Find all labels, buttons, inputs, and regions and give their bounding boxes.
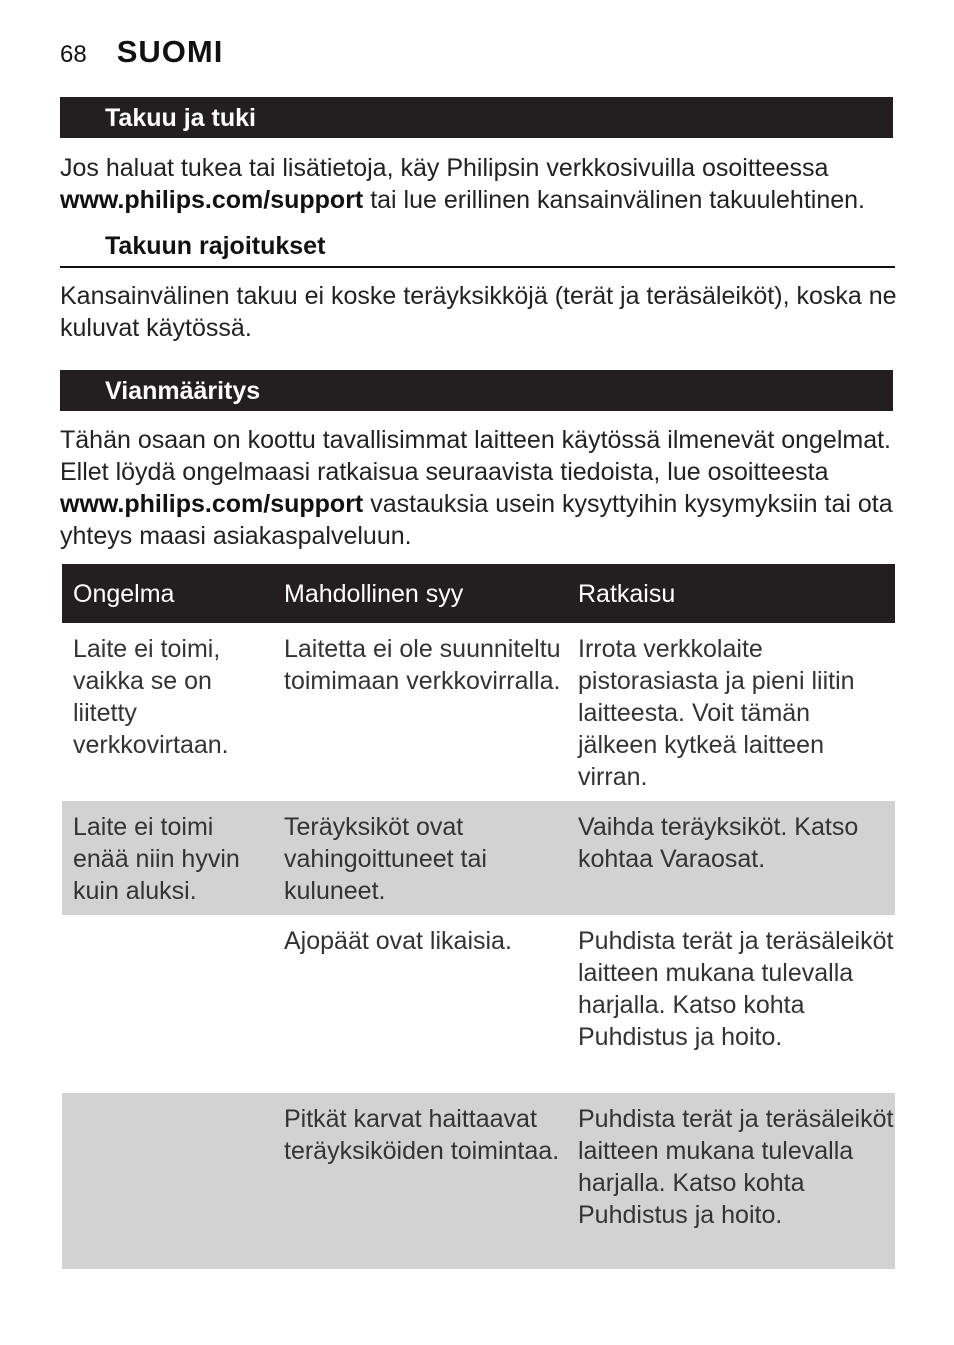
solution-cell: Irrota verkkolaite pistorasiasta ja pieni liitin laitteesta. Voit tämän jälkeen kytkeä laitteen virran. (578, 635, 855, 791)
restrictions-paragraph: Kansainvälinen takuu ei koske teräyksikköjä (terät ja teräsäleiköt), koska ne kuluvat käytössä. (60, 282, 897, 342)
table-row (62, 801, 895, 915)
warranty-support-link[interactable]: www.philips.com/support (60, 186, 364, 214)
warranty-text-before: Jos haluat tukea tai lisätietoja, käy Philipsin verkkosivuilla osoitteessa (60, 154, 829, 182)
problem-cell (62, 1093, 273, 1269)
solution-cell: Puhdista terät ja teräsäleiköt laitteen mukana tulevalla harjalla. Katso kohta Puhdistus ja hoito. (567, 1093, 895, 1269)
cause-cell: Laitetta ei ole suunniteltu toimimaan verkkovirralla. (284, 635, 561, 695)
problem-cell: Laite ei toimi enää niin hyvin kuin aluksi. (62, 801, 273, 915)
column-header-problem: Ongelma (62, 564, 273, 623)
problem-cell (62, 915, 273, 1093)
section-heading-warranty: Takuu ja tuki (60, 97, 893, 138)
cause-cell: Teräyksiköt ovat vahingoittuneet tai kuluneet. (273, 801, 567, 915)
troubleshooting-table (62, 564, 895, 1269)
table-row (62, 1093, 895, 1269)
cause-cell: Ajopäät ovat likaisia. (284, 927, 512, 955)
problem-cell: Laite ei toimi, vaikka se on liitetty verkkovirtaan. (73, 635, 229, 759)
section-heading-troubleshooting: Vianmääritys (60, 370, 893, 411)
warranty-text-after: tai lue erillinen kansainvälinen takuulehtinen. (363, 186, 865, 214)
page-header (60, 34, 223, 70)
table-header-row (62, 564, 895, 623)
column-header-cause: Mahdollinen syy (273, 564, 567, 623)
troubleshooting-paragraph (60, 424, 910, 552)
troubleshooting-support-link[interactable]: www.philips.com/support (60, 490, 364, 518)
column-header-solution: Ratkaisu (567, 564, 895, 623)
table-row (62, 915, 895, 1093)
solution-cell: Vaihda teräyksiköt. Katso kohtaa Varaosat. (567, 801, 895, 915)
table-row (62, 623, 895, 801)
solution-cell: Puhdista terät ja teräsäleiköt laitteen mukana tulevalla harjalla. Katso kohta Puhdistus ja hoito. (578, 927, 894, 1051)
warranty-paragraph (60, 152, 910, 216)
troubleshooting-text-before: Tähän osaan on koottu tavallisimmat laitteen käytössä ilmenevät ongelmat. Ellet löydä ongelmaasi ratkaisua seuraavista tiedoista, lue osoitteesta (60, 426, 892, 486)
cause-cell: Pitkät karvat haittaavat teräyksiköiden toimintaa. (273, 1093, 567, 1269)
language-title: SUOMI (116, 34, 224, 69)
subheading-restrictions: Takuun rajoitukset (60, 231, 895, 268)
page-number: 68 (60, 41, 87, 68)
troubleshooting-text-after: vastauksia usein kysyttyihin kysymyksiin tai ota yhteys maasi asiakaspalveluun. (60, 490, 893, 550)
